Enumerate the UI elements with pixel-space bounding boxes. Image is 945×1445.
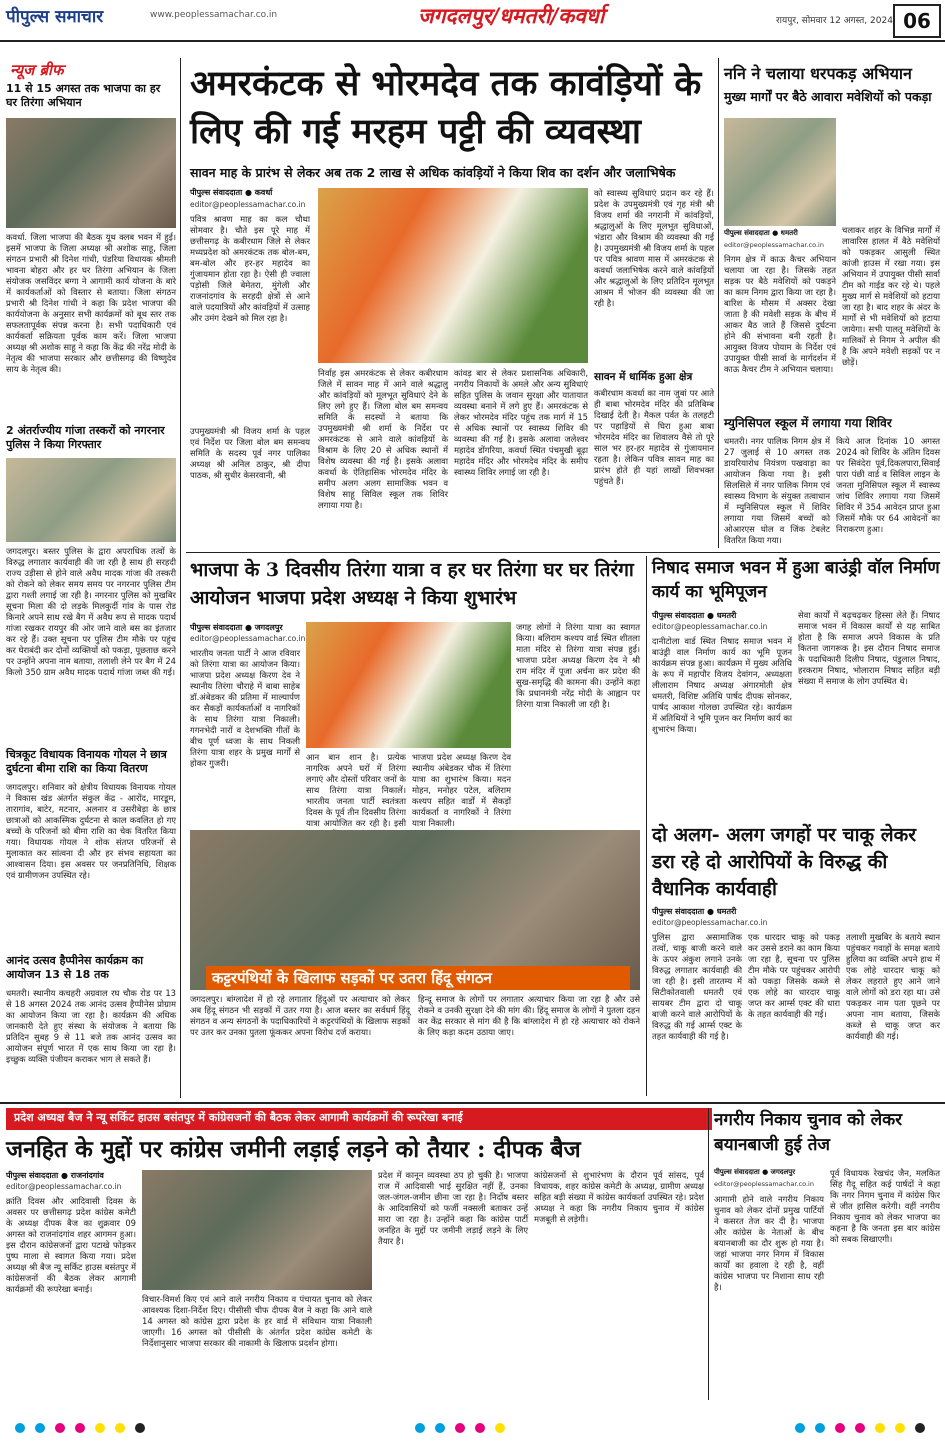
column-divider [708, 1108, 709, 1400]
baij-byline: पीपुल्स संवाददाता ● राजनांदगांव [6, 1171, 104, 1180]
cattle-photo [724, 118, 836, 226]
lead-column-1b: उपमुख्यमंत्री श्री विजय शर्मा के पहल एवं निर्देश पर जिला बोल बम समन्वय समिति के सदस्य पूर्व नगर पालिका अध्यक्ष श्री अनिल ठाकुर, श्री दीपा पाठक, श्री सुधीर केसरवानी, श्री [190, 426, 310, 480]
baij-column-4: कांग्रेसजनों से शुभारंभण के दौरान पूर्व सांसद, पूर्व विधायक, शहर कांग्रेस कमेटी के अध्यक्ष, ग्रामीण अध्यक्ष सहित बड़ी संख्या में कांग्रेस कार्यकर्ता उपस्थित रहे। प्रदेश अध्यक्ष ने कहा कि नगरीय निकाय चुनाव में कांग्रेस मजबूती से लड़ेगी। [534, 1170, 704, 1224]
baij-photo [142, 1170, 372, 1290]
brief-text-4: धमतरी। स्थानीय कचहरी अग्रवाल रघ चौक रोड पर 13 से 18 अगस्त 2024 तक आनंद उत्सव हैप्पीनेस प्रोग्राम का आयोजन किया जा रहा है। कार्यक्रम की अधिक जानकारी देते हुए संस्था के संयोजक ने बताया कि प्रतिदिन सुबह 9 से 11 बजे तक आनंद उत्सव का आयोजन संपूर्ण भारत में एक साथ किया जा रहा है। इच्छुक व्यक्ति पंजीयन कराकर भाग ले सकते हैं। [6, 988, 176, 1064]
tiranga-column-1: भारतीय जनता पार्टी ने आज रविवार को तिरंगा यात्रा का आयोजन किया। भाजपा प्रदेश अध्यक्ष किरण देव ने स्थानीय तिरंगा चौराहे में बाबा साहेब डॉ.अंबेडकर की प्रतिमा में माल्यार्पण कर सैकड़ों कार्यकर्ताओं व नागरिकों के साथ तिरंगा यात्रा निकाली। गगनभेदी नारों व देशभक्ति गीतों के बीच पूर्ण ध्वजा के साथ निकली तिरंगा यात्रा शहर के प्रमुख मार्गों से होकर गुजरी। [190, 648, 300, 768]
baij-kicker: प्रदेश अध्यक्ष बैज ने न्यू सर्किट हाउस बसंतपुर में कांग्रेसजनों की बैठक लेकर आगामी कार्यक्रमों की रूपरेखा बनाई [6, 1108, 712, 1130]
school-camp-text-2: किये आज दिनांक 10 अगस्त 2024 को शिविर के अंतिम दिवस पर सिवंदेरा पूर्व,दिकलपारा,सिवाई पारा पंछी वार्ड व सिविल लाइन के जनता मुनिसिपल स्कूल में स्वास्थ्य जांच शिविर लगाया गया जिसमें शिविर में 354 आवेदन प्राप्त हुआ जिसमें मौके पर 64 आवेदनों का निराकरण हुआ। [836, 436, 940, 534]
tiranga-column-3: भाजपा प्रदेश अध्यक्ष किरण देव स्थानीय अंबेडकर चौक में तिरंगा यात्रा का शुभारंभ किया। मदन मोहन, मनोहर पटेल, बलिराम कश्यप सहित वार्डों में सैकड़ों कार्यकर्ता व नागरिकों ने तिरंगा यात्रा निकाली। [412, 752, 511, 828]
lead-email: editor@peoplessamachar.co.in [190, 200, 306, 209]
brief-headline-2: 2 अंतर्राज्यीय गांजा तस्करों को नगरनार पुलिस ने किया गिरफ्तार [6, 424, 165, 451]
tiranga-headline: भाजपा के 3 दिवसीय तिरंगा यात्रा व हर घर तिरंगा घर घर तिरंगा आयोजन भाजपा प्रदेश अध्यक्ष ने किया शुभारंभ [190, 559, 634, 609]
brief-text-3: जगदलपुर। शनिवार को क्षेत्रीय विधायक विनायक गोयल ने विकास खंड अंतर्गत संकुल केंद्र - आरोंद, मारडूम, तारागांव, बाटेर, मटनार, अलनार व उसरीबेड़ा के छात्र छात्राओं को आकस्मिक दुर्घटना से काल कवलित हो गए बच्चों के परिजनों को बीमा राशि का चेक वितरित किया गया। विधायक गोयल ने शोक संतप्त परिजनों से मुलाकात कर सांत्वना दी और हर संभव सहायता का आश्वासन दिया। इस अवसर पर जनप्रतिनिधि, शिक्षक एवं ग्रामीणजन उपस्थित रहे। [6, 782, 176, 880]
brief-headline-4: आनंद उत्सव हैप्पीनेस कार्यक्रम का आयोजन 13 से 18 तक [6, 954, 144, 981]
column-divider [718, 58, 719, 548]
column-divider [180, 58, 181, 1098]
column-divider [646, 556, 647, 1096]
tiranga-photo [306, 622, 511, 748]
knife-headline: दो अलग- अलग जगहों पर चाकू लेकर डरा रहे दो आरोपियों के विरुद्ध की वैधानिक कार्यवाही [652, 824, 916, 900]
color-registration-strip [0, 1418, 945, 1438]
knife-column-2: एक धारदार चाकू को पकड़ कर उससे डराने का काम किया जा रहा है, सूचना पर पुलिस टीम मौके पर पहुंचकर आरोपी को पकड़ा जिसके कब्जे से एक लोहे का धारदार चाकू जप्त कर आर्म्स एक्ट की धारा के तहत कार्यवाही की गई। [748, 932, 840, 1019]
lead-byline: पीपुल्स संवाददाता ● कवर्धा [190, 188, 273, 197]
lead-column-4: को स्वास्थ्य सुविधाएं प्रदान कर रहे हैं। प्रदेश के उपमुख्यमंत्री एवं गृह मंत्री श्री विजय शर्मा की नगरानी में कांवड़ियों, श्रद्धालुओं के लिए मूलभूत सुविधाओं, भंडारा और विश्राम की व्यवस्था की गई है। उपमुख्यमंत्री श्री विजय शर्मा के पहल पर पवित्र श्रावण मास में अमरकंटक से कवर्धा जलाभिषेक करने वाले कांवड़ियों और श्रद्धालुओं के लिए प्रतिदिन मूलभूत आश्रम में भोजन की व्यवस्था की जा रही है। [594, 188, 714, 308]
tiranga-email: editor@peoplessamachar.co.in [190, 634, 306, 643]
nikay-email: editor@peoplessamachar.co.in [714, 1180, 814, 1188]
tiranga-byline: पीपुल्स संवाददाता ● जगदलपुर [190, 623, 283, 632]
cattle-column-1: निगम क्षेत्र में काऊ कैचर अभियान चलाया जा रहा है। जिसके तहत सड़क पर बैठे मवेशियों को पकड़ने का काम निगम द्वारा किया जा रहा है। बारिश के मौसम में अक्सर देखा जाता है की मवेशी सड़क के बीच में आकर बैठ जाते हैं जिससे दुर्घटना होने की संभावना बनी रहती है। आयुक्त विजय पोयाम के निर्देश एवं उपायुक्त पीसी सार्वा के मार्गदर्शन में काऊ कैचर टीम ने अभियान चलाया। [724, 254, 836, 374]
cattle-column-2: चलाकर शहर के विभिन्न मार्गों में लावारिस हालत में बैठे मवेशियों को पकड़कर आसुली स्थित कांजी हाउस में रखा गया। इस अभियान में उपायुक्त पीसी सार्वा टीम को गाईड कर रहे थे। पहले मुख्य मार्ग से मवेशियों को हटाया जा रहा है। बाद शहर के अंदर के मार्गों से भी मवेशियों को हटाया जायेगा। सभी पालतू मवेशियों के मालिकों से निगम ने अपील की है कि अपने मवेशी सड़कों पर न छोड़ें। [842, 225, 940, 367]
protest-caption: कट्टरपंथियों के खिलाफ सड़कों पर उतरा हिंदू संगठन [206, 966, 630, 990]
nishad-email: editor@peoplessamachar.co.in [652, 622, 768, 631]
baij-headline: जनहित के मुद्दों पर कांग्रेस जमीनी लड़ाई लड़ने को तैयार : दीपक बैज [6, 1136, 581, 1163]
cattle-email: editor@peoplessamachar.co.in [724, 241, 824, 249]
nishad-byline: पीपुल्स संवाददाता ● धमतरी [652, 611, 737, 620]
cattle-byline: पीपुल्स संवाददाता ● धमतरी [724, 229, 798, 237]
school-camp-text-1: धमतरी। नगर पालिक निगम क्षेत्र में 27 जुलाई से 10 अगस्त तक डायरियारोध नियंत्रण पखवाड़ा का आयोजन किया गया है। इसी सिलसिले में नगर पालिक निगम एवं स्वास्थ्य विभाग के संयुक्त तत्वाधान में म्युनिसिपल स्कूल में शिविर लगाया गया जिसमें बच्चों को ओआरएस घोल व जिंक टेबलेट वितरित किया गया। [724, 436, 830, 545]
brief-photo-meeting [6, 118, 176, 228]
nikay-byline: पीपुल्स संवाददाता ● जगदलपुर [714, 1168, 796, 1176]
school-camp-headline: म्युनिसिपल स्कूल में लगाया गया शिविर [724, 416, 892, 430]
tiranga-column-2: आन बान शान है। प्रत्येक नागरिक अपने घरों में तिरंगा लगाएं और दोस्तों परिवार जनों के साथ तिरंगा यात्रा निकालें। भारतीय जनता पार्टी स्वतंत्रता दिवस के पूर्व तीन दिवसीय तिरंगा यात्रा आयोजित कर रही है। इसी [306, 752, 406, 828]
brand-url: www.peoplessamachar.co.in [150, 10, 278, 20]
brief-headline-1: 11 से 15 अगस्त तक भाजपा का हर घर तिरंगा अभियान [6, 82, 161, 109]
news-brief-column [6, 58, 176, 1098]
knife-column-1: पुलिस द्वारा असामाजिक तत्वों, चाकू बाजी करने वाले के ऊपर अंकुश लगाने उनके विरुद्ध लगातार कार्यवाही की जा रही है। इसी तारतम्य में सिटीकोतवाली धमतरी एवं सायबर टीम द्वारा दो चाकू बाजी करने वाले आरोपियों के विरुद्ध की गई आर्म्स एक्ट के तहत कार्यवाही की गई है। [652, 932, 742, 1041]
nishad-headline: निषाद समाज भवन में हुआ बाउंड्री वॉल निर्माण कार्य का भूमिपूजन [652, 558, 940, 602]
brand-logo: पीपुल्स समाचार [6, 7, 104, 27]
section-rule [0, 1102, 945, 1104]
registration-marks [0, 1418, 945, 1438]
baij-column-1: क्रांति दिवस और आदिवासी दिवस के अवसर पर छत्तीसगढ़ प्रदेश कांग्रेस कमेटी के अध्यक्ष दीपक बैज का शुक्रवार 09 अगस्त को राजनांदगांव शहर आगमन हुआ। इस दौरान कांग्रेसजनों द्वारा पटाखे फोड़कर पुष्प माला से स्वागत किया गया। प्रदेश अध्यक्ष श्री बैज न्यू सर्किट हाउस बसंतपुर में कांग्रेसजनों की बैठक लेकर आगामी कार्यक्रमों की रूपरेखा बनाई। [6, 1196, 136, 1294]
brief-headline-3: चित्रकूट विधायक विनायक गोयल ने छात्र दुर्घटना बीमा राशि का किया वितरण [6, 748, 167, 775]
brief-text-2: जगदलपुर। बस्तर पुलिस के द्वारा अपराधिक तत्वों के विरुद्ध लगातार कार्यवाही की जा रही है साथ ही सरहदी राज्य उड़ीसा से होने वाले अवैध मादक गांजा की तस्करी को रोकने को लेकर समय समय पर नगरनार पुलिस टीम द्वारा गश्ती लगाई जा रही है। नगरनार पुलिस को मुखबिर सूचना मिला की दो लड़के मिलकुर्दी गांव के पास रोड किनारे अपने साथ रखे बैग में अवैध रूप से मादक पदार्थ गांजा रखकर रायपुर की ओर जाने वाले बस का इंतजार कर रहे हैं। उक्त सूचना पर पुलिस टीम मौके पर पहुंच कर घेराबंदी कर दोनों व्यक्तियों को पकड़ा, पूछताछ करने पर उन्होंने अपना नाम बताया, तलाशी लेने पर बैग में 24 किलो 350 ग्राम अवैध मादक पदार्थ गांजा जब्त की गई। [6, 546, 176, 677]
tiranga-column-4: जगह लोगों ने तिरंगा यात्रा का स्वागत किया। बलिराम कश्यप वार्ड स्थित शीतला माता मंदिर से तिरंगा यात्रा संपन्न हुई। भाजपा प्रदेश अध्यक्ष किरण देव ने श्री राम मंदिर में पूजा अर्चना कर प्रदेश की सुख-समृद्धि की कामना की। उन्होंने कहा कि प्रधानमंत्री नरेंद्र मोदी के आह्वान पर तिरंगा यात्रा निकाली जा रही है। [516, 622, 640, 709]
masthead [0, 0, 945, 42]
brief-text-1: कवर्धा. जिला भाजपा की बैठक यूथ क्लब भवन में हुई। इसमें भाजपा के जिला अध्यक्ष श्री अशोक साहू, जिला संगठन प्रभारी श्री दिनेश गांधी, पंडरिया विधायक श्रीमती भावना बोहरा और हर घर तिरंगा अभियान के जिला संयोजक जसविंदर बग्गा ने आगामी कार्य योजना के बारे में कार्यकर्ताओं को विस्तार से बताया। जिला संगठन प्रभारी श्री दिनेश गांधी ने कहा कि प्रदेश भाजपा की कार्ययोजना के अनुसार सभी कार्यक्रमों को बूथ स्तर तक सफलतापूर्वक संपन्न करना है। सभी पदाधिकारी एवं कार्यकर्ता सक्रियता पूर्वक काम करें। जिला भाजपा अध्यक्ष श्री अशोक साहू ने कहा कि केंद्र की नरेंद्र मोदी के नेतृत्व की भाजपा सरकार और छत्तीसगढ़ की विष्णुदेव साय के नेतृत्व की। [6, 232, 176, 374]
nishad-column-2: सेवा कार्यों में बढ़चढ़कर हिस्सा लेते हैं। निषाद समाज भवन में विकास कार्यों से यह साबित होता है कि समाज अपने विकास के प्रति कितना जागरूक है। इस दौरान निषाद समाज के पदाधिकारी दिलीप निषाद, पंडुलाल निषाद, हरकराम निषाद, भोलाराम निषाद सहित बड़ी संख्या में समाज के लोग उपस्थित थे। [798, 610, 940, 686]
news-brief-tag: न्यूज ब्रीफ [10, 61, 64, 79]
nikay-headline: नगरीय निकाय चुनाव को लेकर बयानबाजी हुई तेज [714, 1110, 903, 1155]
lead-photo-kanwariyas [318, 188, 588, 363]
baij-column-2: विचार-विमर्श किए एवं आने वाले नगरीय निकाय व पंचायत चुनाव को लेकर आवश्यक दिशा-निर्देश दिए। पीसीसी चीफ दीपक बैज ने कहा कि आने वाले 14 अगस्त को कांग्रेस द्वारा प्रदेश के हर वार्ड में संविधान यात्रा निकाली जाएगी। 16 अगस्त को पीसीसी के अंतर्गत प्रदेश कांग्रेस कमेटी के निर्देशानुसार भाजपा सरकार की नाकामी के खिलाफ प्रदर्शन होगा। [142, 1294, 372, 1348]
lead-headline: अमरकंटक से भोरमदेव तक कावंड़ियों के लिए की गई मरहम पट्टी की व्यवस्था [190, 63, 702, 152]
baij-column-3: प्रदेश में कानून व्यवस्था ठप हो चुकी है। भाजपा राज में आदिवासी भाई सुरक्षित नहीं हैं, उनका जल-जंगल-जमीन छीना जा रहा है। निर्दोष बस्तर के आदिवासियों को फर्जी नक्सली बताकर उन्हें मारा जा रहा है। उन्होंने कहा कि कांग्रेस पार्टी जनहित के मुद्दों पर जमीनी लड़ाई लड़ने के लिए तैयार है। [378, 1170, 528, 1246]
knife-column-3: तलाशी मुखबिर के बताये स्थान पहुंचकर गवाहों के समक्ष बताये हुलिया का व्यक्ति अपने हाथ में एक लोहे धारदार चाकू को लेकर लहराते हुए आने जाने वाले लोगों को डरा रहा था। उसे पकड़कर नाम पता पूछने पर अपना नाम बताया, जिसके कब्जे से चाकू जप्त कर कार्यवाही की गई। [846, 932, 940, 1041]
lead-column-4b: कबीरधाम कवर्धा का नाम जुबां पर आते ही बाबा भोरमदेव मंदिर की प्रतिबिम्ब दिखाई देती है। मैकल पर्वत के तलहटी पर पहाड़ियों से घिरा हुआ बाबा भोरमदेव मंदिर का शिवालय वैसे तो पूरे साल भर हर-हर महादेव से गुंजायमान रहता है। लेकिन पवित्र सावन माह का प्रारंभ होते ही यहां लाखों शिवभक्त पहुंचते हैं। [594, 388, 714, 486]
nishad-column-1: दानीटोला वार्ड स्थित निषाद समाज भवन में बाउंड्री वाल निर्माण कार्य का भूमि पूजन कार्यक्रम संपन्न हुआ। कार्यक्रम में मुख्य अतिथि के रूप में महापौर विजय देवांगन, अध्यक्षता लीलाराम निषाद अध्यक्ष अंगारमोती क्षेत्र धमतरी, विशिष्ट अतिथि पार्षद दीपक सोनकर, पार्षद आकाश गोलछा उपस्थित रहे। कार्यक्रम में अतिथियों ने भूमि पूजन कर निर्माण कार्य का शुभारंभ किया। [652, 636, 792, 734]
baij-email: editor@peoplessamachar.co.in [6, 1182, 122, 1191]
brief-photo-arrest [6, 458, 176, 542]
edition-title: जगदलपुर/धमतरी/कवर्धा [418, 3, 605, 28]
nikay-column-1: आगामी होने वाले नगरीय निकाय चुनाव को लेकर दोनों प्रमुख पार्टियों ने कसरत तेज कर दी है। भाजपा और कांग्रेस के नेताओं के बीच बयानबाजी का दौर शुरू हो गया है। जहां भाजपा नगर निगम में विकास कार्यों का हवाला दे रही है, वहीं कांग्रेस भाजपा पर निशाना साध रही है। [714, 1194, 824, 1292]
section-rule [186, 552, 940, 553]
lead-column-4-subhead: सावन में धार्मिक हुआ क्षेत्र [594, 371, 693, 383]
knife-byline: पीपुल्स संवाददाता ● धमतरी [652, 907, 737, 916]
lead-subhead: सावन माह के प्रारंभ से लेकर अब तक 2 लाख से अधिक कांवड़ियों ने किया शिव का दर्शन और जलाभिषेक [190, 165, 676, 180]
knife-email: editor@peoplessamachar.co.in [652, 918, 768, 927]
lead-column-1: पवित्र श्रावण माह का कल चौथा सोमवार है। चौते इस पूरे माह में छत्तीसगढ़ के कबीरधाम जिले से लेकर मध्यप्रदेश को अमरकंटक तक बोल-बम, बम-बोल और हर-हर महादेव का गुंजायमान होता रहा है। ऐसी ही ज्वाला पड़ोसी जिले बेमेतरा, मुंगेली और राजनांदगांव के सरहदी क्षेत्रों से आने वाले पदयात्रियों और कांवड़ियों में उत्साह और उमंग देखने को मिल रहा है। [190, 214, 310, 323]
cattle-subhead: मुख्य मार्गों पर बैठे आवारा मवेशियों को पकड़ा [724, 89, 932, 104]
page-number: 06 [893, 4, 941, 38]
protest-text-1: जगदलपुर। बांग्लादेश में हो रहे लगातार हिंदुओं पर अत्याचार को लेकर अब हिंदू संगठन भी सड़कों में उतर गया है। आज बस्तर का सर्वधर्म हिंदू संगठन व अन्य संगठनों के पदाधिकारियों ने कट्टरपंथियों के खिलाफ सड़कों पर उतर कर उनका पुतला फूंककर अपना विरोध दर्ज कराया। [190, 994, 410, 1037]
protest-text-2: हिन्दू समाज के लोगों पर लगातार अत्याचार किया जा रहा है और उसे रोकने व उनकी सुरक्षा देने की मांग की। हिंदू समाज के लोगों ने पुतला दहन कर केंद्र सरकार से मांग की है कि बांग्लादेश में हो रहे अत्याचार को रोकने के लिए कड़ा कदम उठाया जाए। [418, 994, 640, 1037]
dateline: रायपुर, सोमवार 12 अगस्त, 2024 [776, 16, 893, 26]
lead-column-3: कांवड़ बार से लेकर प्रशासनिक अधिकारी, नगरीय निकायों के अमले और अन्य सुविधाएं सहित पुलिस के जवान सुरक्षा और यातायात व्यवस्था बनाने में लगे हुए हैं। अमरकंटक से लेकर भोरमदेव मंदिर पहुंच तक मार्ग में 15 से अधिक स्थानों पर स्वास्थ्य शिविर की व्यवस्था की गई है। इसके अलावा जलेश्वर महादेव डोंगरिया, कवर्धा स्थित पंचमुखी बूढ़ा महादेव मंदिर और भोरमदेव मंदिर के समीप स्वास्थ्य शिविर लगाई जा रही है। [454, 368, 588, 477]
cattle-headline: ननि ने चलाया धरपकड़ अभियान [724, 64, 912, 83]
nikay-column-2: पूर्व विधायक रेखचंद जैन, मलकित सिंह गैदू सहित कई पार्षदों ने कहा कि नगर निगम चुनाव में कांग्रेस फिर से जीत हासिल करेगी। वहीं नगरीय निकाय चुनाव को लेकर भाजपा का कहना है कि जनता इस बार कांग्रेस को सबक सिखाएगी। [830, 1168, 940, 1244]
lead-column-2: निर्वाह इस अमरकंटक से लेकर कबीरधाम जिले में सावन माह में आने वाले श्रद्धालु और कांवड़ियों को मूलभूत सुविधाएं देने के लिए लगे हुए हैं। जिला बोल बम समन्वय समिति के सदस्यों ने बताया कि उपमुख्यमंत्री श्री शर्मा के निर्देश पर अमरकंटक से आने वाले कांवड़ियों के विश्राम के लिए 20 से अधिक स्थानों में विशेष व्यवस्था की गई है। इसके अलावा कवर्धा के ऐतिहासिक भोरमदेव मंदिर के समीप अलग अलग सामाजिक भवन व विशेष साहू सिविल स्कूल तक शिविर लगाया गया है। [318, 368, 448, 510]
